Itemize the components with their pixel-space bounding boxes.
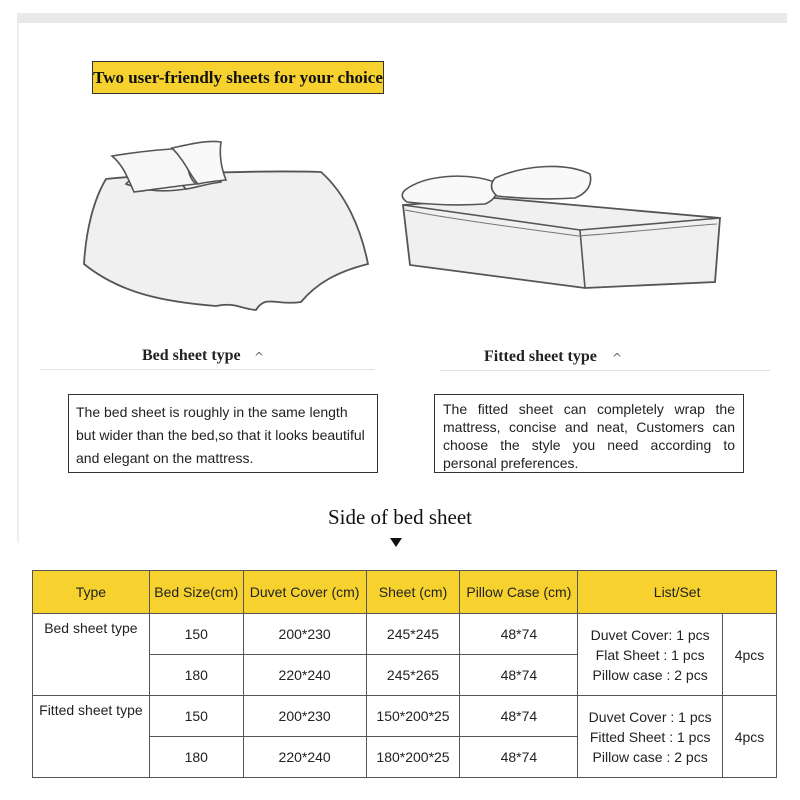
fitted-sheet-illustration [395, 160, 735, 295]
size-table [32, 570, 777, 778]
table-row [33, 614, 777, 655]
top-divider [17, 13, 787, 23]
sheet-cell: 150*200*25 [366, 696, 460, 737]
header-bed-size: Bed Size(cm) [149, 571, 243, 614]
type-cell: Fitted sheet type [33, 696, 150, 778]
left-divider [17, 23, 19, 543]
duvet-cell: 200*230 [243, 614, 366, 655]
caret-up-icon: ^ [612, 351, 623, 365]
fitted-sheet-caption: Fitted sheet type [484, 348, 597, 365]
table-header-row [33, 571, 777, 614]
header-type: Type [33, 571, 150, 614]
list-item: Duvet Cover: 1 pcs [590, 626, 710, 643]
sheet-cell: 180*200*25 [366, 737, 460, 778]
duvet-cell: 220*240 [243, 737, 366, 778]
bed-size-cell: 180 [149, 737, 243, 778]
count-cell: 4pcs [723, 614, 777, 696]
pillow-cell: 48*74 [460, 655, 578, 696]
list-item: Pillow case : 2 pcs [592, 666, 708, 683]
bed-size-cell: 150 [149, 614, 243, 655]
list-item: Duvet Cover : 1 pcs [588, 708, 712, 725]
fitted-sheet-description: The fitted sheet can completely wrap the mattress, concise and neat, Customers can choose the style you need according to personal preferences. [434, 394, 744, 473]
bed-size-cell: 180 [149, 655, 243, 696]
list-cell [578, 614, 723, 696]
pillow-cell: 48*74 [460, 614, 578, 655]
header-duvet-cover: Duvet Cover (cm) [243, 571, 366, 614]
caption-rule-left [40, 369, 375, 370]
pillow-cell: 48*74 [460, 696, 578, 737]
bed-size-cell: 150 [149, 696, 243, 737]
caption-rule-right [440, 370, 770, 371]
header-sheet: Sheet (cm) [366, 571, 460, 614]
bed-sheet-illustration [76, 134, 376, 319]
list-item: Flat Sheet : 1 pcs [595, 646, 705, 663]
sheet-cell: 245*245 [366, 614, 460, 655]
section-title: Side of bed sheet [327, 505, 473, 529]
duvet-cell: 200*230 [243, 696, 366, 737]
bed-sheet-caption: Bed sheet type [142, 347, 241, 364]
header-list-set: List/Set [578, 571, 777, 614]
down-arrow-icon [390, 538, 402, 547]
type-cell: Bed sheet type [33, 614, 150, 696]
list-cell [578, 696, 723, 778]
count-cell: 4pcs [723, 696, 777, 778]
bed-sheet-description: The bed sheet is roughly in the same length but wider than the bed,so that it looks beautiful and elegant on the mattress. [68, 394, 378, 473]
table-row [33, 696, 777, 737]
pillow-cell: 48*74 [460, 737, 578, 778]
banner-title: Two user-friendly sheets for your choice [92, 61, 384, 94]
list-item: Pillow case : 2 pcs [592, 748, 708, 765]
header-pillow-case: Pillow Case (cm) [460, 571, 578, 614]
duvet-cell: 220*240 [243, 655, 366, 696]
caret-up-icon: ^ [254, 350, 265, 364]
sheet-cell: 245*265 [366, 655, 460, 696]
list-item: Fitted Sheet : 1 pcs [589, 728, 711, 745]
